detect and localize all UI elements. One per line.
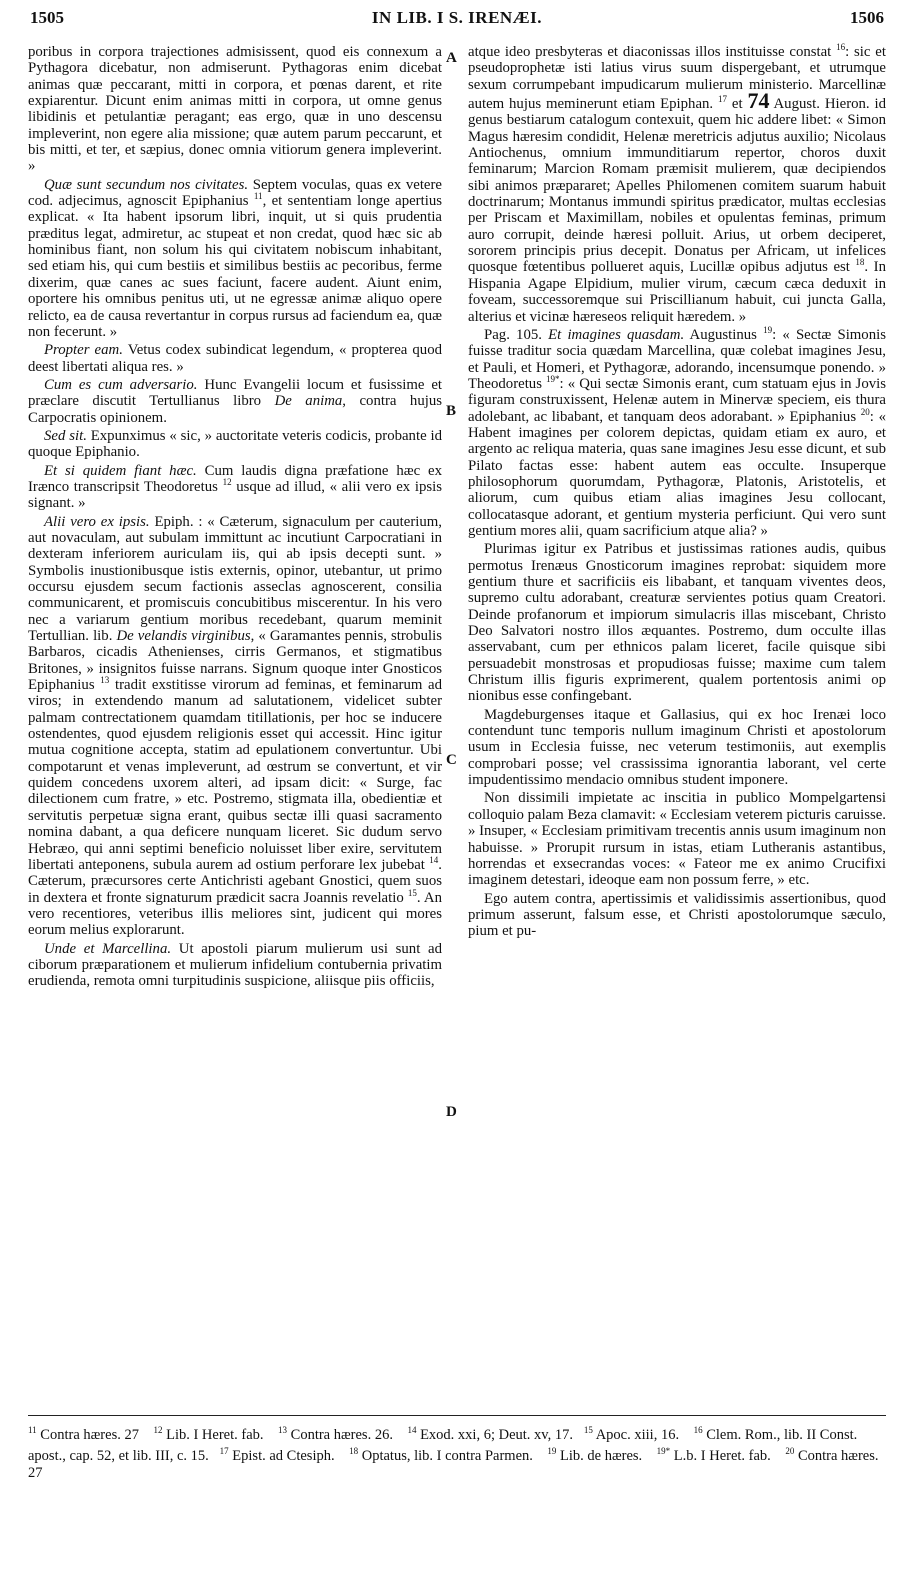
book-title: De anima bbox=[274, 393, 343, 410]
note-ref: 16 bbox=[836, 42, 846, 53]
page-number-right: 1506 bbox=[850, 8, 884, 27]
footnote: $^{16}$ Clem. Rom., lib. II Const. apost., cap. 52, et lib. III, c. 15. bbox=[28, 1425, 858, 1465]
note-ref: 18 bbox=[855, 257, 865, 268]
right-paragraph: Pag. 105. Et imagines quasdam. Augustinus $^{19}$: « Sectæ Simonis fuisse traditur socia quædam Marcellina, quæ colebat imagines Jesu, et Pauli, et Homeri, et Pythagoræ, adorando, incensumque ponendo. » Theodoretus $^{19*}$: « Qui sectæ Simonis erant, cum statuam ejus in Jovis figuram construxissent, Helenæ autem in Minervæ speciem, eis thura adolebant, ac libabant, et tanquam deos adorabant. » Epiphanius $^{20}$: « Habent imagines per colorem depictas, quidam etiam ex auro, et argento ac reliqua materia, quas sane imagines Jesu esse dicunt, et sub Pilato factas esse: habent autem eas occulte. Insuperque philosophorum quorumdam, Pythagoræ, Platonis, Aristotelis, et aliorum, cum quibus etiam alias imagines Jesu collocant, collocatasque adorant, et gentium mysteria perficiunt. Qui vero sunt gentium mores alii, quam sacrificium atque alia? » bbox=[468, 324, 886, 539]
right-paragraph: Plurimas igitur ex Patribus et justissimas rationes audis, quibus permotus Irenæus Gnosticorum imagines reprobat: siquidem more gentium thure et sacrificiis eis libabant, et tanquam viventes deos, supremo cultu adorabant, creaturæ servientes potius quam Creatori. Deinde profanorum et impiorum simulacris illas miscebant, Christo Deo Salvatori nostro illos æquantes. Postremo, dum occulte illas asservabant, cum per ethnicos palam liceret, facile quisque sibi persuadebit monstrosas et propudiosas fuisse; maxime cum talem Christum illis figuris exprimerent, qualem portentosis animi op nionibus esse confingebant. bbox=[468, 541, 886, 705]
note-ref: 14 bbox=[429, 854, 439, 865]
lemma: Alii vero ex ipsis. bbox=[44, 513, 150, 530]
footnote: $^{19}$ Lib. de hæres. bbox=[547, 1446, 643, 1465]
lemma: Propter eam. bbox=[44, 342, 123, 359]
left-paragraph: Cum es cum adversario. Hunc Evangelii locum et fusissime et præclare discutit Tertullianus libro De anima, contra hujus Carpocratis opinionem. bbox=[28, 376, 442, 426]
left-paragraph: Sed sit. Expunximus « sic, » auctoritate veteris codicis, probante id quoque Epiphanio. bbox=[28, 427, 442, 461]
margin-marker-b: B bbox=[446, 403, 457, 419]
running-header bbox=[30, 8, 884, 34]
footnote: $^{12}$ Lib. I Heret. fab. bbox=[153, 1425, 264, 1443]
column-number: 74 bbox=[747, 88, 770, 114]
note-ref: 20 bbox=[860, 406, 870, 417]
lemma: Unde et Marcellina. bbox=[44, 940, 172, 957]
note-ref: 19 bbox=[763, 324, 773, 335]
note-ref: 19* bbox=[546, 373, 560, 384]
note-ref: 15 bbox=[407, 887, 417, 898]
note-ref: 11 bbox=[253, 191, 263, 202]
page-number-left: 1505 bbox=[30, 8, 64, 27]
margin-marker-d: D bbox=[446, 1104, 457, 1120]
running-title: IN LIB. I S. IRENÆI. bbox=[371, 8, 543, 27]
right-paragraph: Ego autem contra, apertissimis et validissimis assertionibus, quod primum asserunt, falsum esse, et Christi apostolorumque sæculo, pium et pu- bbox=[468, 890, 886, 940]
left-paragraph: Propter eam. Vetus codex subindicat legendum, « propterea quod deest libertati aliqua res. » bbox=[28, 342, 442, 375]
footnote: $^{18}$ Optatus, lib. I contra Parmen. bbox=[349, 1446, 533, 1465]
footnote: $^{19*}$ L.b. I Heret. fab. bbox=[656, 1446, 771, 1465]
margin-marker-c: C bbox=[446, 752, 457, 768]
lemma: Sed sit. bbox=[44, 427, 87, 444]
right-paragraph: Magdeburgenses itaque et Gallasius, qui ex hoc Irenæi loco contendunt tunc temporis nullum imaginum Christi et apostolorum usum in Ecclesia fuisse, nec veterum testimoniis, aut exemplis comprobari posse; vel crassissima ignorantia laborant, vel certe impudentissimo mendacio omnibus student imponere. bbox=[468, 706, 886, 789]
left-paragraph: poribus in corpora trajectiones admisissent, quod eis connexum a Pythagora dicebatur, non admiserunt. Pythagoras enim dicebat animas quæ peccarant, mitti in corpora, et pœnas darent, et rite expiarentur. Dicunt enim animas mitti in corpora, ut omne genus libidinis et petulantiæ peragant; eas ergo, quæ in uno descensu impleverint, non egere alia missione; quæ autem parum peccarunt, et bis mitti, et ter, et sæpius, donec omnia vitiorum genera impleverint. » bbox=[28, 44, 442, 175]
footnote: $^{20}$ Contra hæres. 27 bbox=[28, 1446, 879, 1481]
right-paragraph: Non dissimili impietate ac inscitia in publico Mompelgartensi colloquio palam Beza clamavit: « Ecclesiam veterem picturis caruisse. » Insuper, « Ecclesiam primitivam trecentis annis usum imaginum non habuisse. » Prorupit rursum in istas, etiam Lutheranis astantibus, horrendas et exsecrandas voces: « Fateor me ex animo Crucifixi imaginem detestari, ideoque eam non possum ferre, » etc. bbox=[468, 790, 886, 889]
footnote: $^{11}$ Contra hæres. 27 bbox=[28, 1425, 139, 1443]
left-column bbox=[28, 44, 442, 992]
left-paragraph: Unde et Marcellina. Ut apostoli piarum mulierum usi sunt ad ciborum præparationem et mulierum infidelium contubernia privatim erudienda, remota omni turpitudinis suspicione, aliisque piis officiis, bbox=[28, 940, 442, 990]
right-column bbox=[468, 44, 886, 942]
footnote: $^{14}$ Exod. xxi, 6; Deut. xv, 17. bbox=[407, 1425, 573, 1443]
margin-marker-a: A bbox=[446, 50, 457, 66]
left-paragraph: Et si quidem fiant hæc. Cum laudis digna præfatione hæc ex Irænco transcripsit Theodoretus $^{12}$ usque ad illud, « alii vero ex ipsis signant. » bbox=[28, 462, 442, 512]
lemma: Et imagines quasdam. bbox=[548, 326, 685, 343]
left-paragraph: Alii vero ex ipsis. Epiph. : « Cæterum, signaculum per cauterium, aut novaculam, aut subulam immittunt ac incutiunt Carpocratiani in dexteram inferiorem auriculam iis, qui ab ipsis decepti sunt. » Symbolis inustionibusque istis externis, opinor, utebantur, ut primo occursu ejusdem secum factionis asseclas agnoscerent, consilia communicarent, et promiscuis concubitibus miscerentur. In his vero nec a variarum gentium moribus recedebant, quarum meminit Tertullian. lib. De velandis virginibus, « Garamantes pennis, strobulis Barbaros, cicadis Athenienses, cirris Germanos, et stigmatibus Britones, » insignitos fuisse narrans. Signum quoque inter Gnosticos Epiphanius $^{13}$ tradit exstitisse virorum ad feminas, et feminarum ad viros; in extendendo manum ad salutationem, videlicet subter palmam contrectationem quamdam titillationis, per hoc se inducere ostendentes, quod ejusdem religionis esset qui accessit. Hinc igitur mutua cognitione accepta, statim ad epulationem convertuntur. Ubi compotarunt et venas impleverunt, ad œstrum se convertunt, et vir quidem concedens uxorem alteri, ad ipsam dicit: « Surge, fac dilectionem cum fratre, » etc. Postremo, stigmata illa, obedientiæ et servitutis perpetuæ signa erant, quibus sectæ illi quasi sacramento nomina dabant, a qua deficere nunquam liceret. Sic dudum servo Hebræo, qui anni septimi beneficio noluisset liber exire, servitutem libertati anteponens, subula aurem ad ostium perforare lex jubebat $^{14}$. Cæterum, præcursores certe Antichristi agebant Gnostici, quem suos in dextera et fronte signaturum prædicit sacra Joannis revelatio $^{15}$. An vero recentiores, veteribus illis meliores sint, judicent qui mores eorum melius explorarunt. bbox=[28, 513, 443, 939]
left-paragraph: Quæ sunt secundum nos civitates. Septem voculas, quas ex vetere cod. adjecimus, agnoscit Epiphanius $^{11}$, et sententiam longe apertius explicat. « Ita habent ipsorum libri, inquit, ut si quis prudentia præditus legat, admiretur, ac stupeat et non credat, quod hæc sic ab hominibus fiant, non solum his qui civitatem nobiscum inhabitant, sed etiam his, qui cum bestiis et similibus bestiis ac pecoribus, ferme dixerim, quæ canes ac sues faciunt, facere audent. Aiunt enim, oportere his omnibus penitus uti, ut ne egressæ animæ aliquo opere relicto, ea de causa revertantur in corpus rursus ad faciendum ea, quæ non fecerunt. » bbox=[28, 176, 442, 340]
note-ref: 12 bbox=[222, 477, 232, 488]
footnote: $^{17}$ Epist. ad Ctesiph. bbox=[219, 1446, 335, 1465]
footnote: $^{15}$ Apoc. xiii, 16. bbox=[583, 1425, 680, 1443]
footnote: $^{13}$ Contra hæres. 26. bbox=[278, 1425, 393, 1443]
note-ref: 17 bbox=[718, 94, 727, 105]
footnote-rule bbox=[28, 1415, 886, 1416]
book-title: De velandis virginibus bbox=[116, 628, 251, 645]
lemma: Quæ sunt secundum nos civitates. bbox=[44, 176, 249, 193]
lemma: Cum es cum adversario. bbox=[44, 376, 198, 393]
right-paragraph: atque ideo presbyteras et diaconissas illos instituisse constat $^{16}$: sic et pseudoprophetæ isti latius virus suum dispergebant, et utrumque sexum corrumpebant impudicarum mulierum ministerio. Marcellinæ autem hujus meminerunt etiam Epiphan. $^{17}$ et 74 August. Hieron. id genus bestiarum catalogum contexuit, quem hic addere libet: « Simon Magus hæresim condidit, Helenæ meretricis adjutus auxilio; Nicolaus Antiochenus, omnium immunditiarum repertor, choros duxit feminarum; Marcion Romam præmisit mulierem, quæ decipiendos sibi animos præpararet; Apelles Philomenen comitem suarum habuit doctrinarum; Montanus immundi spiritus prædicator, multas ecclesias per Priscam et Maximillam, nobiles et opulentas feminas, primum auro corrupit, deinde hæresi polluit. Arius, ut orbem deciperet, sororem principis prius decepit. Donatus per Africam, ut infelices quosque fœtentibus pollueret aquis, Lucillæ opibus adjutus est $^{18}$. In Hispania Agape Elpidium, mulier virum, cæcum cæca deduxit in foveam, successoremque sui Priscillianum habuit, cui juncta Galla, alterius et vicinæ hæreseos reliquit hæredem. » bbox=[468, 42, 887, 325]
note-ref: 13 bbox=[100, 675, 110, 686]
lemma: Et si quidem fiant hæc. bbox=[44, 462, 197, 479]
footnotes bbox=[28, 1422, 886, 1481]
